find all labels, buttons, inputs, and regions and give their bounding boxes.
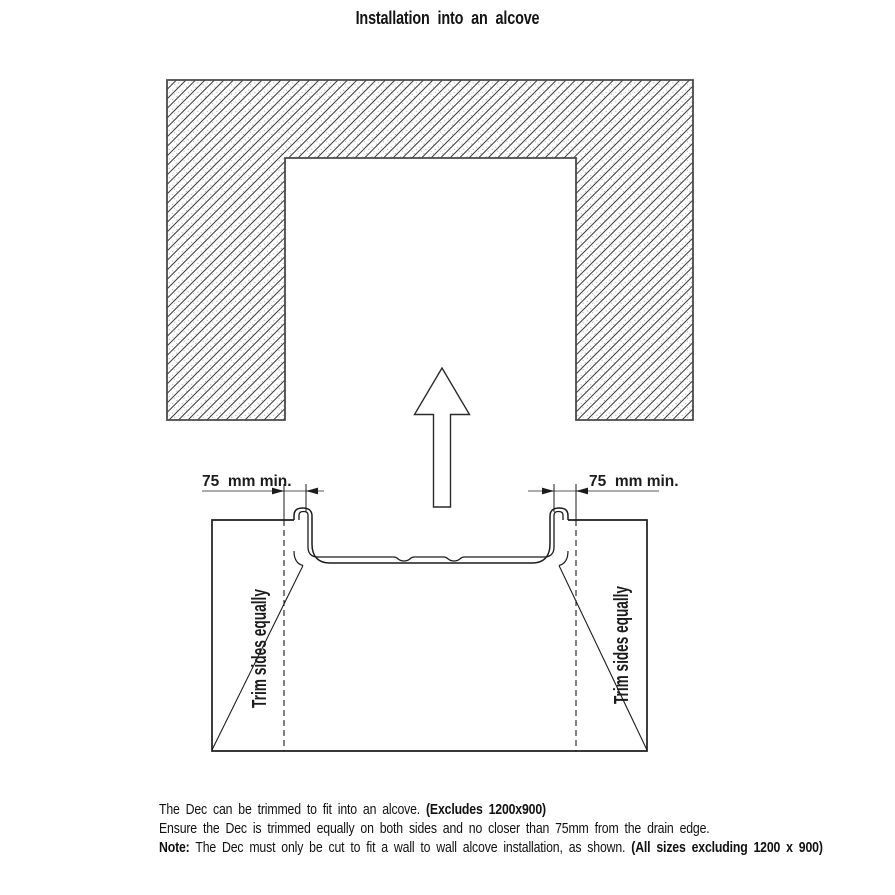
tray-fillet-left [294, 551, 303, 566]
tray-profile-outer [294, 508, 568, 563]
note-line-2 [159, 819, 848, 838]
cut-diagonal-right [559, 530, 647, 751]
dim-arrowhead [542, 488, 554, 495]
direction-arrow [415, 368, 470, 507]
dim-arrowhead [576, 488, 588, 495]
tray-outline [212, 520, 647, 751]
dimension-label-right: 75 mm min. [589, 473, 679, 490]
tray-profile-inner [299, 512, 563, 562]
note-line-1-bold: (Excludes 1200x900) [425, 801, 546, 818]
note-line-3-bold: (All sizes excluding 1200 x 900) [631, 839, 823, 856]
note-line-3-prefix: Note: [159, 839, 190, 856]
alcove-wall-section [167, 80, 693, 420]
trim-label-left: Trim sides equally [249, 534, 271, 708]
dim-arrowhead [306, 488, 318, 495]
installation-notes [159, 800, 848, 857]
trim-label-right: Trim sides equally [611, 530, 633, 704]
note-line-3-text: The Dec must only be cut to fit a wall to wall alcove installation, as shown. [189, 839, 632, 856]
dimension-label-left: 75 mm min. [202, 473, 292, 490]
page-title: Installation into an alcove [355, 8, 540, 28]
note-line-2-text: Ensure the Dec is trimmed equally on both sides and no closer than 75mm from the drain edge. [159, 820, 710, 837]
tray-fillet-right [559, 551, 568, 566]
note-line-1-text: The Dec can be trimmed to fit into an alcove. [159, 801, 426, 818]
note-line-1 [159, 800, 848, 819]
note-line-3 [159, 838, 848, 857]
